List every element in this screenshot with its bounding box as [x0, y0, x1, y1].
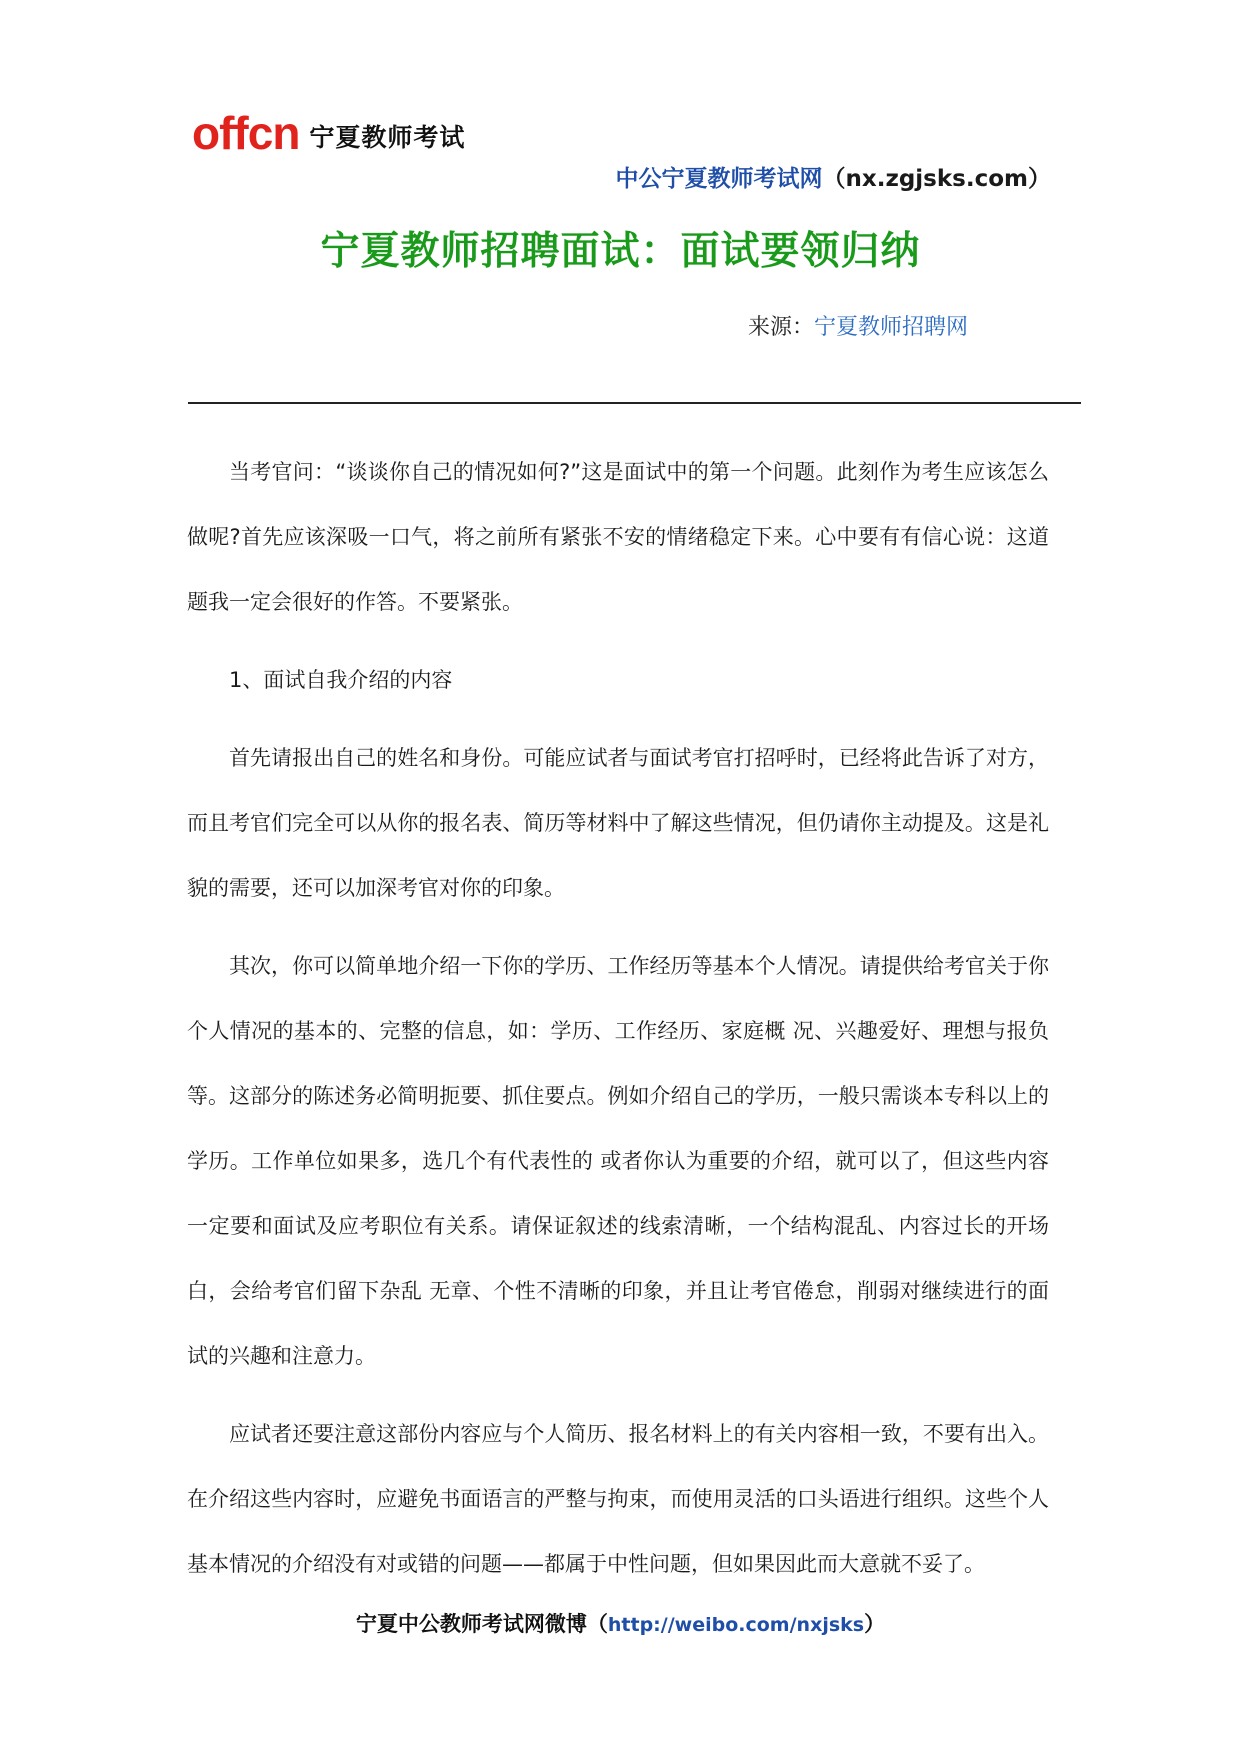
logo-text: 宁夏教师考试	[309, 123, 466, 152]
weibo-url-link[interactable]: http://weibo.com/nxjsks	[607, 1614, 865, 1636]
paragraph: 其次，你可以简单地介绍一下你的学历、工作经历等基本个人情况。请提供给考官关于你个人情况的基本的、完整的信息，如：学历、工作经历、家庭概 况、兴趣爱好、理想与报负等。这部分的陈述务必简明扼要、抓住要点。例如介绍自己的学历，一般只需谈本专科以上的学历。工作单位如果多，选几个有代表性的 或者你认为重要的介绍，就可以了，但这些内容一定要和面试及应考职位有关系。请保证叙述的线索清晰，一个结构混乱、内容过长的开场白，会给考官们留下杂乱 无章、个性不清晰的印象，并且让考官倦怠，削弱对继续进行的面试的兴趣和注意力。	[187, 954, 1049, 1368]
article-source	[748, 310, 968, 341]
paragraph: 应试者还要注意这部份内容应与个人简历、报名材料上的有关内容相一致，不要有出入。在介绍这些内容时，应避免书面语言的严整与拘束，而使用灵活的口头语进行组织。这些个人基本情况的介绍没有对或错的问题——都属于中性问题，但如果因此而大意就不妥了。	[187, 1422, 1049, 1576]
site-url[interactable]: nx.zgjsks.com	[845, 166, 1028, 192]
weibo-label: 宁夏中公教师考试网微博	[355, 1612, 587, 1636]
weibo-close: ）	[864, 1612, 886, 1636]
site-name-link[interactable]: 中公宁夏教师考试网	[615, 166, 823, 192]
article-title: 宁夏教师招聘面试：面试要领归纳	[320, 229, 921, 274]
section-heading: 1、面试自我介绍的内容	[229, 668, 453, 692]
site-url-close: ）	[1028, 166, 1051, 192]
footer	[0, 1608, 1241, 1638]
paragraph: 首先请报出自己的姓名和身份。可能应试者与面试考官打招呼时，已经将此告诉了对方，而且考官们完全可以从你的报名表、简历等材料中了解这些情况，但仍请你主动提及。这是礼貌的需要，还可以加深考官对你的印象。	[187, 746, 1049, 900]
offcn-logo	[192, 104, 466, 159]
weibo-open: （	[586, 1612, 608, 1636]
logo-mark: offcn	[192, 107, 300, 159]
site-line	[616, 160, 1052, 193]
site-url-open: （	[822, 166, 846, 192]
source-link[interactable]: 宁夏教师招聘网	[814, 315, 969, 340]
paragraph: 当考官问：“谈谈你自己的情况如何?”这是面试中的第一个问题。此刻作为考生应该怎么做呢?首先应该深吸一口气，将之前所有紧张不安的情绪稳定下来。心中要有有信心说：这道题我一定会很好的作答。不要紧张。	[187, 460, 1049, 614]
header-divider	[188, 402, 1081, 404]
source-label: 来源：	[748, 315, 815, 340]
article-body	[187, 440, 1049, 1610]
